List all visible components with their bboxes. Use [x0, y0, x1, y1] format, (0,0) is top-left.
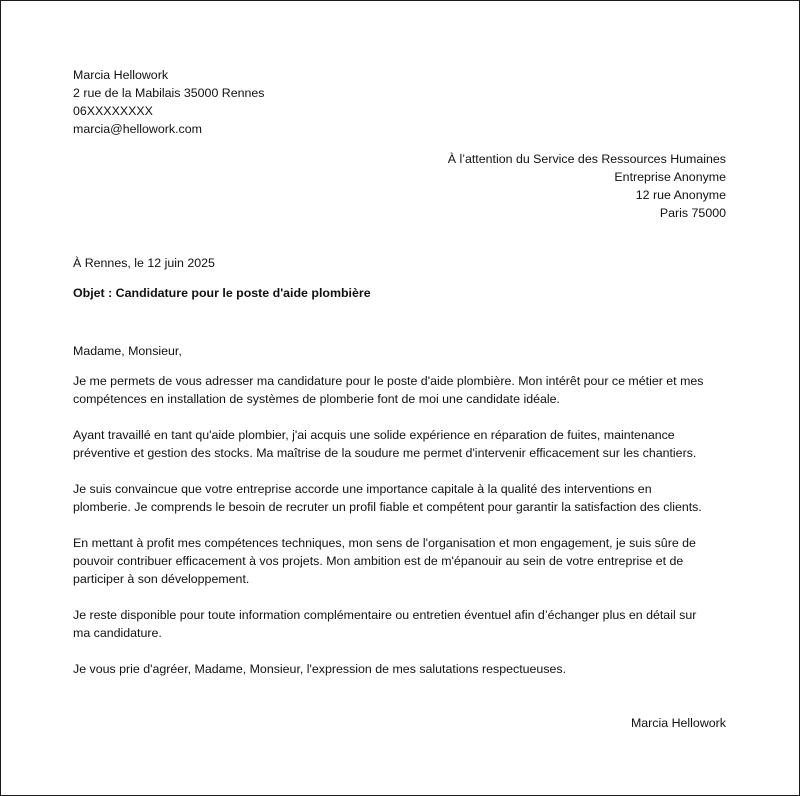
body-paragraph: [73, 606, 738, 642]
recipient-block: [448, 150, 726, 222]
recipient-attention: À l’attention du Service des Ressources Humaines: [447, 152, 726, 166]
paragraph-line: Je reste disponible pour toute information complémentaire ou entretien éventuel afin d’échanger plus en détail sur: [73, 608, 697, 622]
letter-signature: Marcia Hellowork: [630, 716, 726, 730]
body-paragraph: [73, 426, 738, 462]
paragraph-line: Je suis convaincue que votre entreprise accorde une importance capitale à la qualité des interventions en: [73, 482, 652, 496]
paragraph-line: participer à son développement.: [73, 572, 250, 586]
recipient-company: Entreprise Anonyme: [614, 170, 726, 184]
paragraph-line: Je vous prie d'agréer, Madame, Monsieur, l'expression de mes salutations respectueuses.: [73, 662, 567, 676]
letter-subject: Objet : Candidature pour le poste d'aide plombière: [73, 286, 371, 300]
paragraph-line: Ayant travaillé en tant qu'aide plombier, j'ai acquis une solide expérience en réparation de fuites, maintenance: [73, 428, 675, 442]
letter-date: À Rennes, le 12 juin 2025: [73, 256, 215, 270]
body-paragraph: [73, 372, 738, 408]
paragraph-line: ma candidature.: [73, 626, 162, 640]
sender-name: Marcia Hellowork: [73, 68, 169, 82]
body-paragraph: [73, 660, 738, 678]
letter-body: [73, 372, 738, 696]
recipient-street: 12 rue Anonyme: [635, 188, 726, 202]
recipient-city: Paris 75000: [659, 206, 726, 220]
sender-block: [73, 66, 265, 138]
sender-email: marcia@hellowork.com: [73, 122, 202, 136]
paragraph-line: préventive et gestion des stocks. Ma maîtrise de la soudure me permet d'intervenir efficacement sur les chantiers.: [73, 446, 697, 460]
sender-address: 2 rue de la Mabilais 35000 Rennes: [73, 86, 265, 100]
paragraph-line: Je me permets de vous adresser ma candidature pour le poste d'aide plombière. Mon intérêt pour ce métier et mes: [73, 374, 704, 388]
letter-greeting: Madame, Monsieur,: [73, 344, 182, 358]
sender-phone: 06XXXXXXXX: [73, 104, 153, 118]
paragraph-line: En mettant à profit mes compétences techniques, mon sens de l'organisation et mon engagement, je suis sûre de: [73, 536, 696, 550]
body-paragraph: [73, 534, 738, 588]
paragraph-line: plomberie. Je comprends le besoin de recruter un profil fiable et compétent pour garantir la satisfaction des clients.: [73, 500, 702, 514]
paragraph-line: pouvoir contribuer efficacement à vos projets. Mon ambition est de m'épanouir au sein de votre entreprise et de: [73, 554, 684, 568]
paragraph-line: compétences en installation de systèmes de plomberie font de moi une candidate idéale.: [73, 392, 560, 406]
body-paragraph: [73, 480, 738, 516]
